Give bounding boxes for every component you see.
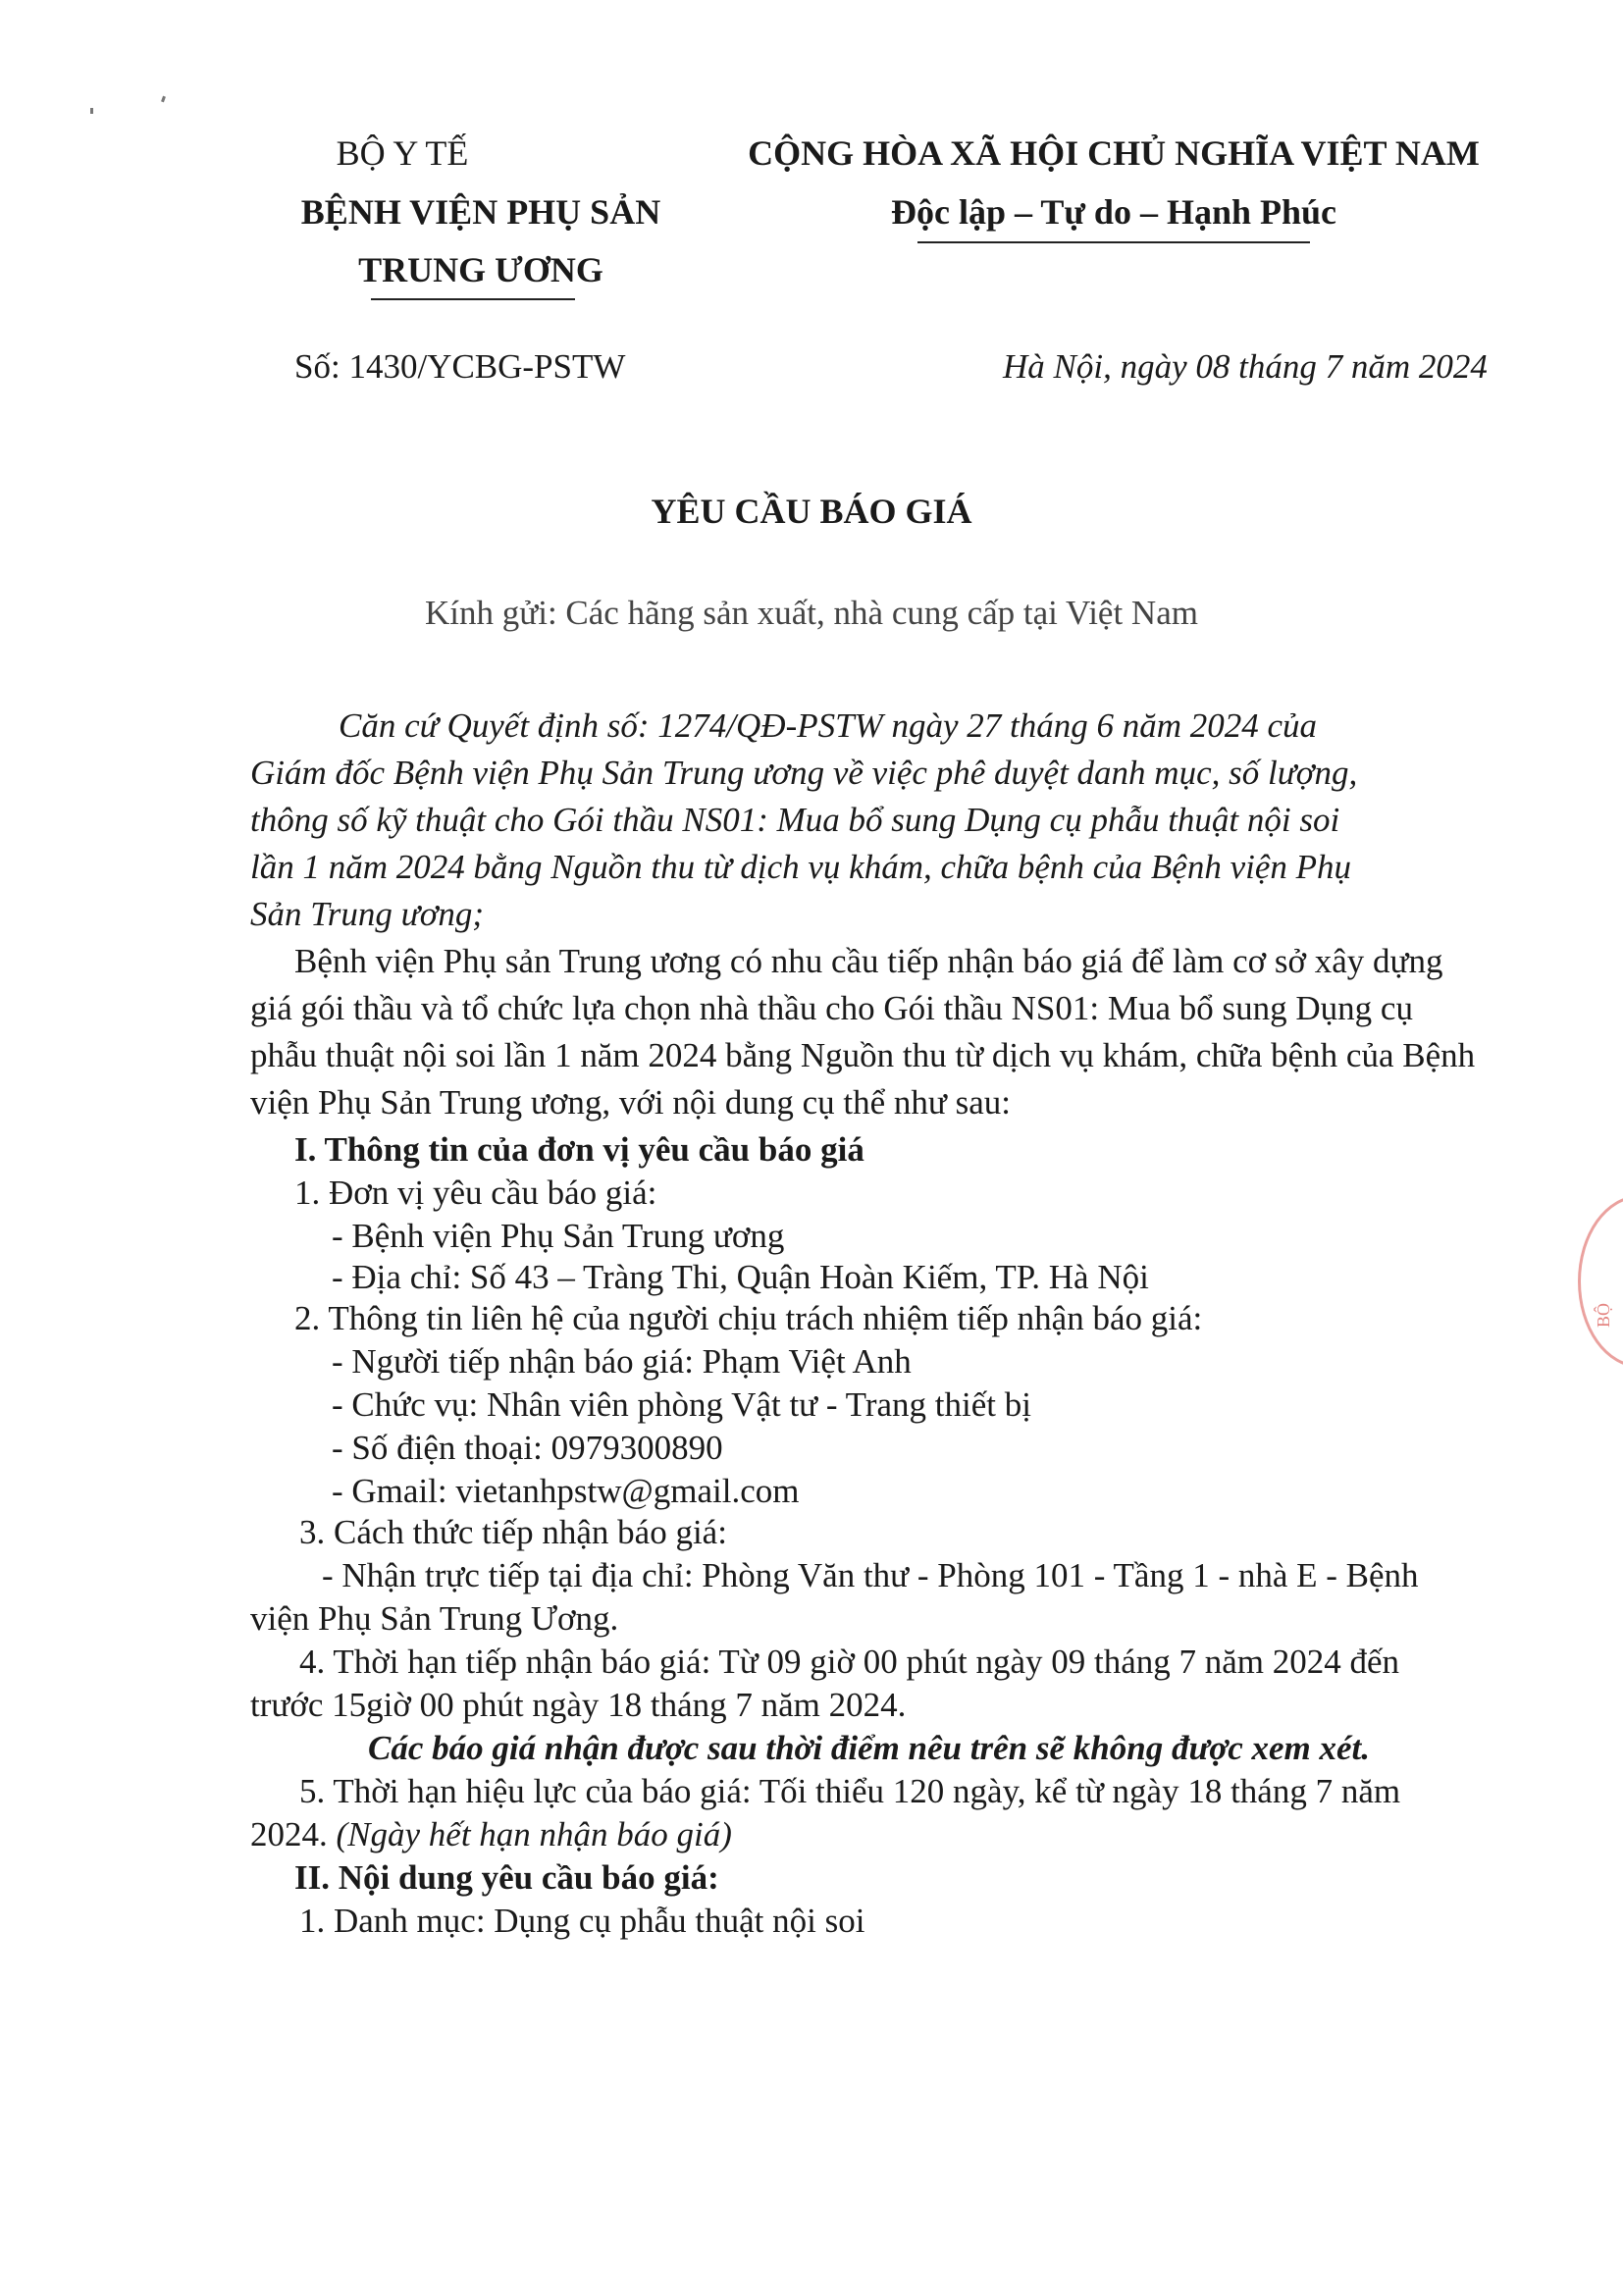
section1-item1: 1. Đơn vị yêu cầu báo giá: bbox=[294, 1174, 657, 1212]
document-number: Số: 1430/YCBG-PSTW bbox=[294, 347, 626, 386]
scan-speck bbox=[161, 96, 166, 103]
motto-underline bbox=[917, 241, 1310, 243]
section1-item5-cont bbox=[250, 1815, 732, 1854]
section2-item1: 1. Danh mục: Dụng cụ phẫu thuật nội soi bbox=[299, 1902, 865, 1940]
section1-item2-d: - Gmail: vietanhpstw@gmail.com bbox=[332, 1472, 800, 1510]
basis-line: Giám đốc Bệnh viện Phụ Sản Trung ương về việc phê duyệt danh mục, số lượng, bbox=[250, 754, 1358, 792]
intro-line: Bệnh viện Phụ sản Trung ương có nhu cầu tiếp nhận báo giá để làm cơ sở xây dựng bbox=[294, 942, 1443, 980]
hospital-name-line2: TRUNG ƯƠNG bbox=[358, 250, 603, 289]
section1-item4: 4. Thời hạn tiếp nhận báo giá: Từ 09 giờ 00 phút ngày 09 tháng 7 năm 2024 đến bbox=[299, 1643, 1400, 1681]
official-stamp bbox=[1578, 1195, 1623, 1368]
document-title: YÊU CẦU BÁO GIÁ bbox=[651, 492, 972, 531]
section1-item1-b: - Địa chỉ: Số 43 – Tràng Thi, Quận Hoàn Kiếm, TP. Hà Nội bbox=[332, 1258, 1149, 1296]
national-motto: Độc lập – Tự do – Hạnh Phúc bbox=[890, 192, 1337, 232]
section1-heading: I. Thông tin của đơn vị yêu cầu báo giá bbox=[294, 1130, 864, 1169]
section1-item5-year: 2024. bbox=[250, 1815, 328, 1853]
section1-item2-a: - Người tiếp nhận báo giá: Phạm Việt Anh bbox=[332, 1342, 912, 1381]
section2-heading: II. Nội dung yêu cầu báo giá: bbox=[294, 1858, 719, 1897]
intro-line: giá gói thầu và tổ chức lựa chọn nhà thầu cho Gói thầu NS01: Mua bổ sung Dụng cụ bbox=[250, 989, 1413, 1027]
section1-note: Các báo giá nhận được sau thời điểm nêu trên sẽ không được xem xét. bbox=[368, 1729, 1370, 1767]
country-name: CỘNG HÒA XÃ HỘI CHỦ NGHĨA VIỆT NAM bbox=[748, 133, 1480, 173]
intro-line: viện Phụ Sản Trung ương, với nội dung cụ thể như sau: bbox=[250, 1083, 1011, 1122]
hospital-name-line1: BỆNH VIỆN PHỤ SẢN bbox=[300, 192, 661, 232]
section1-item2: 2. Thông tin liên hệ của người chịu trách nhiệm tiếp nhận báo giá: bbox=[294, 1299, 1203, 1337]
section1-item5: 5. Thời hạn hiệu lực của báo giá: Tối thiểu 120 ngày, kể từ ngày 18 tháng 7 năm bbox=[299, 1772, 1401, 1810]
section1-item3: 3. Cách thức tiếp nhận báo giá: bbox=[299, 1513, 727, 1551]
scan-speck bbox=[90, 108, 93, 114]
section1-item4-cont: trước 15giờ 00 phút ngày 18 tháng 7 năm 2024. bbox=[250, 1686, 907, 1724]
basis-line: Căn cứ Quyết định số: 1274/QĐ-PSTW ngày 27 tháng 6 năm 2024 của bbox=[339, 706, 1318, 745]
section1-item3-a-cont: viện Phụ Sản Trung Ương. bbox=[250, 1599, 619, 1638]
place-and-date: Hà Nội, ngày 08 tháng 7 năm 2024 bbox=[1003, 347, 1488, 386]
section1-item1-a: - Bệnh viện Phụ Sản Trung ương bbox=[332, 1217, 785, 1255]
basis-line: thông số kỹ thuật cho Gói thầu NS01: Mua bổ sung Dụng cụ phẫu thuật nội soi bbox=[250, 801, 1340, 839]
basis-line: Sản Trung ương; bbox=[250, 895, 485, 933]
section1-item5-note: (Ngày hết hạn nhận báo giá) bbox=[336, 1815, 732, 1853]
basis-line: lần 1 năm 2024 bằng Nguồn thu từ dịch vụ khám, chữa bệnh của Bệnh viện Phụ bbox=[250, 848, 1352, 886]
section1-item3-a: - Nhận trực tiếp tại địa chỉ: Phòng Văn thư - Phòng 101 - Tầng 1 - nhà E - Bệnh bbox=[322, 1556, 1419, 1594]
section1-item2-b: - Chức vụ: Nhân viên phòng Vật tư - Trang thiết bị bbox=[332, 1385, 1031, 1424]
section1-item2-c: - Số điện thoại: 0979300890 bbox=[332, 1429, 723, 1467]
hospital-underline bbox=[371, 298, 575, 300]
intro-line: phẫu thuật nội soi lần 1 năm 2024 bằng Nguồn thu từ dịch vụ khám, chữa bệnh của Bệnh bbox=[250, 1036, 1476, 1074]
stamp-text: BỘ bbox=[1594, 1302, 1614, 1329]
recipient-line: Kính gửi: Các hãng sản xuất, nhà cung cấp tại Việt Nam bbox=[425, 594, 1198, 632]
